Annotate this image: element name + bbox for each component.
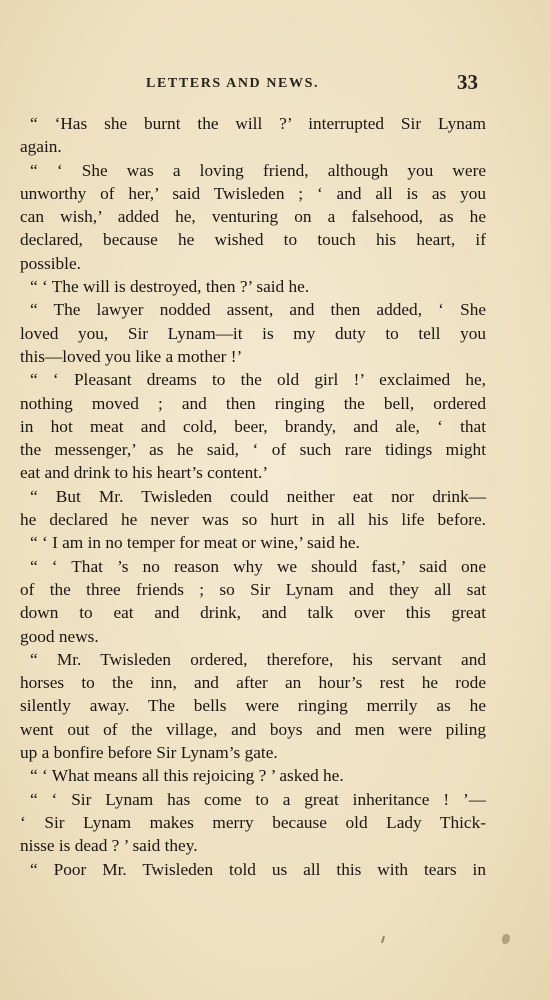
page-number: 33 [457,70,478,94]
text-line: “ ‘ I am in no temper for meat or wine,’ said he. [30,533,360,553]
text-line: he declared he never was so hurt in all his life before. [20,510,486,530]
text-line: of the three friends ; so Sir Lynam and they all sat [20,579,486,599]
text-line: eat and drink to his heart’s content.’ [20,463,269,483]
running-head: LETTERS AND NEWS. [146,76,320,91]
text-line: good news. [20,626,99,646]
text-line: nisse is dead ? ’ said they. [20,836,198,856]
text-line: “ ‘ That ’s no reason why we should fast,’ said one [30,556,486,576]
text-line: down to eat and drink, and talk over this great [20,603,486,623]
text-line: ‘ Sir Lynam makes merry because old Lady Thick- [20,812,486,832]
text-line: silently away. The bells were ringing merrily as he [20,696,486,716]
text-line: “ The lawyer nodded assent, and then added, ‘ She [30,300,486,320]
text-line: “ ‘Has she burnt the will ?’ interrupted Sir Lynam [30,114,486,133]
text-line: nothing moved ; and then ringing the bell, ordered [20,393,486,413]
text-line: possible. [20,253,81,273]
text-line: in hot meat and cold, beer, brandy, and ale, ‘ that [20,416,486,436]
text-line: “ Mr. Twisleden ordered, therefore, his servant and [30,649,486,669]
text-line: horses to the inn, and after an hour’s rest he rode [20,673,486,693]
text-line: “ Poor Mr. Twisleden told us all this with tears in [30,859,486,879]
text-line: “ ‘ Sir Lynam has come to a great inheritance ! ’— [30,789,486,809]
text-line: declared, because he wished to touch his heart, if [20,230,486,250]
text-line: the messenger,’ as he said, ‘ of such rare tidings might [20,440,486,460]
text-line: “ ‘ She was a loving friend, although you were [30,160,486,180]
text-line: “ ‘ The will is destroyed, then ?’ said he. [30,277,310,297]
ink-mark [381,936,385,943]
text-line: this—loved you like a mother !’ [20,346,243,366]
text-line: went out of the village, and boys and men were piling [20,719,486,739]
text-line: unworthy of her,’ said Twisleden ; ‘ and all is as you [20,183,486,203]
text-line: can wish,’ added he, venturing on a falsehood, as he [20,207,486,227]
body-text [20,112,486,881]
text-line: “ But Mr. Twisleden could neither eat nor drink— [30,486,486,506]
text-line: loved you, Sir Lynam—it is my duty to tell you [20,323,486,343]
text-line: up a bonfire before Sir Lynam’s gate. [20,743,278,763]
paper-stain [502,934,510,944]
text-line: again. [20,137,62,157]
text-line: “ ‘ Pleasant dreams to the old girl !’ exclaimed he, [30,370,486,390]
text-line: “ ‘ What means all this rejoicing ? ’ asked he. [30,766,344,786]
